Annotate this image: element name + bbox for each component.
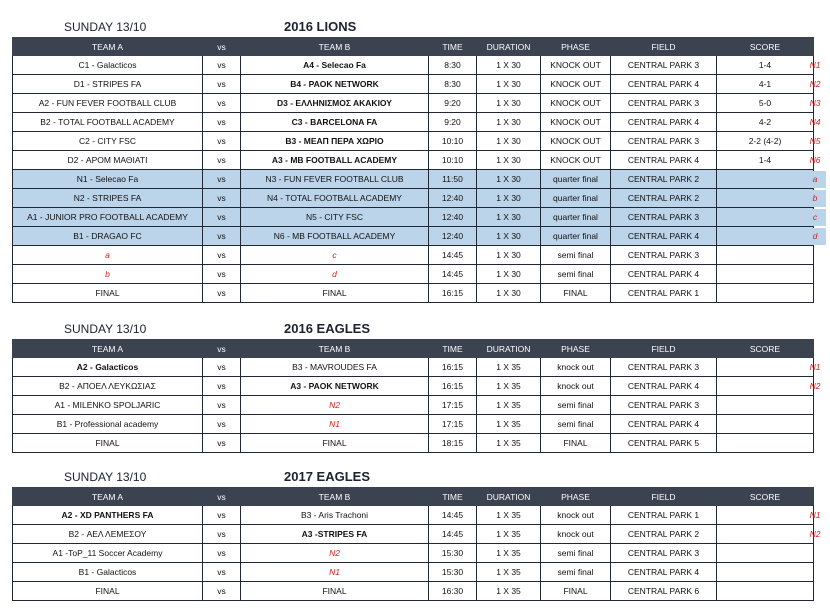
- cell-b: B3 - ΜΕΑΠ ΠΕΡΑ ΧΩΡΙΟ: [241, 132, 429, 151]
- cell-a: A1 - JUNIOR PRO FOOTBALL ACADEMY: [13, 208, 203, 227]
- cell-a: C1 - Galacticos: [13, 56, 203, 75]
- cell-a: b: [13, 265, 203, 284]
- row-note: N5: [809, 136, 821, 146]
- cell-time: 18:15: [429, 434, 477, 453]
- cell-dur: 1 X 30: [477, 94, 541, 113]
- cell-b: D3 - ΕΛΛΗΝΙΣΜΟΣ ΑΚΑΚΙΟΥ: [241, 94, 429, 113]
- cell-score: [717, 506, 814, 525]
- cell-time: 15:30: [429, 544, 477, 563]
- cell-dur: 1 X 30: [477, 265, 541, 284]
- table-row: [13, 189, 814, 208]
- table-row: [13, 151, 814, 170]
- cell-a: A2 - XD PANTHERS FA: [13, 506, 203, 525]
- cell-score: [717, 377, 814, 396]
- section-header: [0, 18, 830, 38]
- cell-time: 12:40: [429, 189, 477, 208]
- cell-a: D2 - ΑΡΟΜ ΜΑΘΙΑΤΙ: [13, 151, 203, 170]
- cell-vs: vs: [203, 94, 241, 113]
- cell-field: CENTRAL PARK 4: [611, 75, 717, 94]
- cell-a: B2 - ΑΕΛ ΛΕΜΕΣΟΥ: [13, 525, 203, 544]
- cell-field: CENTRAL PARK 2: [611, 525, 717, 544]
- table-row: [13, 265, 814, 284]
- section-header: [0, 468, 830, 488]
- cell-vs: vs: [203, 227, 241, 246]
- cell-phase: KNOCK OUT: [541, 56, 611, 75]
- cell-b: B3 - Aris Trachoni: [241, 506, 429, 525]
- cell-field: CENTRAL PARK 1: [611, 506, 717, 525]
- cell-field: CENTRAL PARK 1: [611, 284, 717, 303]
- cell-phase: FINAL: [541, 582, 611, 601]
- cell-vs: vs: [203, 246, 241, 265]
- cell-phase: semi final: [541, 396, 611, 415]
- cell-a: FINAL: [13, 582, 203, 601]
- row-note: N1: [809, 362, 821, 372]
- row-note: a: [804, 171, 826, 188]
- table-row: [13, 415, 814, 434]
- section-day: SUNDAY 13/10: [64, 20, 147, 34]
- cell-dur: 1 X 30: [477, 189, 541, 208]
- cell-phase: FINAL: [541, 284, 611, 303]
- table-row: [13, 75, 814, 94]
- cell-b: FINAL: [241, 434, 429, 453]
- table-header-row: [13, 38, 814, 56]
- schedule-section: [0, 320, 830, 448]
- cell-field: CENTRAL PARK 3: [611, 208, 717, 227]
- table-row: [13, 525, 814, 544]
- cell-time: 14:45: [429, 265, 477, 284]
- cell-a: N2 - STRIPES FA: [13, 189, 203, 208]
- cell-time: 14:45: [429, 525, 477, 544]
- cell-dur: 1 X 35: [477, 434, 541, 453]
- cell-a: FINAL: [13, 434, 203, 453]
- cell-b: C3 - BARCELONA FA: [241, 113, 429, 132]
- cell-phase: KNOCK OUT: [541, 151, 611, 170]
- cell-time: 15:30: [429, 563, 477, 582]
- cell-b: N6 - MB FOOTBALL ACADEMY: [241, 227, 429, 246]
- cell-a: D1 - STRIPES FA: [13, 75, 203, 94]
- row-note: N2: [809, 381, 821, 391]
- cell-score: [717, 358, 814, 377]
- cell-a: FINAL: [13, 284, 203, 303]
- cell-vs: vs: [203, 132, 241, 151]
- cell-vs: vs: [203, 56, 241, 75]
- table-row: [13, 94, 814, 113]
- column-header: PHASE: [541, 340, 611, 358]
- table-row: [13, 56, 814, 75]
- cell-field: CENTRAL PARK 3: [611, 396, 717, 415]
- cell-b: N4 - TOTAL FOOTBALL ACADEMY: [241, 189, 429, 208]
- cell-field: CENTRAL PARK 4: [611, 415, 717, 434]
- cell-time: 9:20: [429, 113, 477, 132]
- cell-dur: 1 X 35: [477, 377, 541, 396]
- cell-a: N1 - Selecao Fa: [13, 170, 203, 189]
- table-header-row: [13, 340, 814, 358]
- schedule-table: [12, 339, 814, 453]
- cell-score: 4-1: [717, 75, 814, 94]
- table-row: [13, 506, 814, 525]
- column-header: TEAM B: [241, 340, 429, 358]
- column-header: SCORE: [717, 38, 814, 56]
- table-row: [13, 434, 814, 453]
- cell-score: [717, 189, 814, 208]
- cell-score: [717, 563, 814, 582]
- cell-b: N1: [241, 415, 429, 434]
- cell-a: a: [13, 246, 203, 265]
- cell-field: CENTRAL PARK 3: [611, 246, 717, 265]
- schedule-section: [0, 468, 830, 596]
- column-header: TEAM B: [241, 38, 429, 56]
- cell-field: CENTRAL PARK 2: [611, 189, 717, 208]
- cell-time: 8:30: [429, 75, 477, 94]
- cell-a: C2 - CITY FSC: [13, 132, 203, 151]
- cell-b: A3 - PAOK NETWORK: [241, 377, 429, 396]
- table-row: [13, 246, 814, 265]
- row-note: N2: [809, 79, 821, 89]
- cell-a: A1 -ToP_11 Soccer Academy: [13, 544, 203, 563]
- table-header-row: [13, 488, 814, 506]
- section-title: 2017 EAGLES: [284, 469, 370, 484]
- cell-field: CENTRAL PARK 4: [611, 265, 717, 284]
- cell-phase: KNOCK OUT: [541, 94, 611, 113]
- cell-dur: 1 X 30: [477, 170, 541, 189]
- schedule-section: [0, 18, 830, 298]
- cell-time: 9:20: [429, 94, 477, 113]
- cell-field: CENTRAL PARK 4: [611, 377, 717, 396]
- cell-phase: quarter final: [541, 208, 611, 227]
- cell-vs: vs: [203, 189, 241, 208]
- schedule-table: [12, 37, 814, 303]
- cell-field: CENTRAL PARK 4: [611, 113, 717, 132]
- table-row: [13, 227, 814, 246]
- row-note: d: [804, 228, 826, 245]
- cell-score: [717, 415, 814, 434]
- cell-vs: vs: [203, 582, 241, 601]
- row-note: N2: [809, 529, 821, 539]
- column-header: TIME: [429, 488, 477, 506]
- cell-phase: semi final: [541, 415, 611, 434]
- cell-dur: 1 X 35: [477, 506, 541, 525]
- cell-score: 5-0: [717, 94, 814, 113]
- column-header: TEAM B: [241, 488, 429, 506]
- cell-b: B3 - MAVROUDES FA: [241, 358, 429, 377]
- cell-b: c: [241, 246, 429, 265]
- section-header: [0, 320, 830, 340]
- column-header: TEAM A: [13, 38, 203, 56]
- cell-time: 17:15: [429, 415, 477, 434]
- column-header: FIELD: [611, 488, 717, 506]
- column-header: DURATION: [477, 340, 541, 358]
- section-day: SUNDAY 13/10: [64, 470, 147, 484]
- cell-dur: 1 X 35: [477, 415, 541, 434]
- cell-a: B1 - DRAGAO FC: [13, 227, 203, 246]
- cell-phase: KNOCK OUT: [541, 75, 611, 94]
- cell-phase: quarter final: [541, 227, 611, 246]
- cell-vs: vs: [203, 208, 241, 227]
- cell-score: [717, 284, 814, 303]
- column-header: FIELD: [611, 38, 717, 56]
- cell-b: A3 - MB FOOTBALL ACADEMY: [241, 151, 429, 170]
- cell-time: 14:45: [429, 506, 477, 525]
- cell-score: [717, 544, 814, 563]
- cell-dur: 1 X 35: [477, 525, 541, 544]
- cell-score: [717, 170, 814, 189]
- cell-score: [717, 227, 814, 246]
- cell-a: B2 - ΑΠΟΕΛ ΛΕΥΚΩΣΙΑΣ: [13, 377, 203, 396]
- cell-b: FINAL: [241, 284, 429, 303]
- column-header: TIME: [429, 340, 477, 358]
- cell-b: N3 - FUN FEVER FOOTBALL CLUB: [241, 170, 429, 189]
- cell-phase: knock out: [541, 377, 611, 396]
- cell-time: 8:30: [429, 56, 477, 75]
- cell-dur: 1 X 30: [477, 75, 541, 94]
- cell-field: CENTRAL PARK 4: [611, 151, 717, 170]
- section-day: SUNDAY 13/10: [64, 322, 147, 336]
- column-header: TEAM A: [13, 340, 203, 358]
- cell-vs: vs: [203, 75, 241, 94]
- cell-b: N5 - CITY FSC: [241, 208, 429, 227]
- cell-dur: 1 X 30: [477, 227, 541, 246]
- column-header: vs: [203, 488, 241, 506]
- cell-score: [717, 582, 814, 601]
- cell-time: 10:10: [429, 132, 477, 151]
- cell-vs: vs: [203, 434, 241, 453]
- column-header: SCORE: [717, 340, 814, 358]
- row-note: b: [804, 190, 826, 207]
- cell-phase: knock out: [541, 506, 611, 525]
- cell-score: 4-2: [717, 113, 814, 132]
- cell-phase: semi final: [541, 265, 611, 284]
- cell-phase: FINAL: [541, 434, 611, 453]
- cell-a: B1 - Professional academy: [13, 415, 203, 434]
- cell-field: CENTRAL PARK 2: [611, 170, 717, 189]
- row-note: N4: [809, 117, 821, 127]
- column-header: DURATION: [477, 38, 541, 56]
- cell-score: [717, 246, 814, 265]
- cell-phase: semi final: [541, 246, 611, 265]
- table-row: [13, 582, 814, 601]
- cell-field: CENTRAL PARK 4: [611, 227, 717, 246]
- row-note: N3: [809, 98, 821, 108]
- cell-dur: 1 X 30: [477, 246, 541, 265]
- cell-phase: quarter final: [541, 189, 611, 208]
- cell-phase: semi final: [541, 563, 611, 582]
- cell-phase: knock out: [541, 358, 611, 377]
- cell-b: A3 -STRIPES FA: [241, 525, 429, 544]
- cell-dur: 1 X 35: [477, 358, 541, 377]
- column-header: TIME: [429, 38, 477, 56]
- cell-field: CENTRAL PARK 3: [611, 94, 717, 113]
- cell-vs: vs: [203, 358, 241, 377]
- column-header: PHASE: [541, 488, 611, 506]
- column-header: vs: [203, 340, 241, 358]
- cell-time: 10:10: [429, 151, 477, 170]
- column-header: PHASE: [541, 38, 611, 56]
- cell-dur: 1 X 30: [477, 56, 541, 75]
- cell-score: [717, 396, 814, 415]
- column-header: DURATION: [477, 488, 541, 506]
- cell-field: CENTRAL PARK 4: [611, 563, 717, 582]
- table-row: [13, 358, 814, 377]
- cell-vs: vs: [203, 563, 241, 582]
- cell-time: 12:40: [429, 208, 477, 227]
- cell-dur: 1 X 30: [477, 151, 541, 170]
- cell-score: [717, 434, 814, 453]
- table-row: [13, 113, 814, 132]
- cell-vs: vs: [203, 377, 241, 396]
- table-row: [13, 563, 814, 582]
- cell-dur: 1 X 30: [477, 284, 541, 303]
- table-row: [13, 170, 814, 189]
- section-title: 2016 EAGLES: [284, 321, 370, 336]
- cell-score: [717, 208, 814, 227]
- cell-time: 12:40: [429, 227, 477, 246]
- column-header: vs: [203, 38, 241, 56]
- cell-time: 16:15: [429, 377, 477, 396]
- cell-dur: 1 X 30: [477, 113, 541, 132]
- cell-b: N2: [241, 544, 429, 563]
- table-row: [13, 284, 814, 303]
- table-row: [13, 132, 814, 151]
- table-row: [13, 544, 814, 563]
- cell-vs: vs: [203, 396, 241, 415]
- cell-time: 16:15: [429, 358, 477, 377]
- cell-a: A2 - Galacticos: [13, 358, 203, 377]
- cell-score: 1-4: [717, 56, 814, 75]
- cell-score: 2-2 (4-2): [717, 132, 814, 151]
- cell-phase: quarter final: [541, 170, 611, 189]
- section-title: 2016 LIONS: [284, 19, 357, 34]
- cell-dur: 1 X 35: [477, 396, 541, 415]
- column-header: TEAM A: [13, 488, 203, 506]
- cell-vs: vs: [203, 151, 241, 170]
- cell-dur: 1 X 35: [477, 544, 541, 563]
- row-note: N1: [809, 60, 821, 70]
- cell-a: B1 - Galacticos: [13, 563, 203, 582]
- cell-vs: vs: [203, 525, 241, 544]
- cell-b: FINAL: [241, 582, 429, 601]
- cell-score: [717, 525, 814, 544]
- cell-phase: knock out: [541, 525, 611, 544]
- cell-a: B2 - TOTAL FOOTBALL ACADEMY: [13, 113, 203, 132]
- cell-field: CENTRAL PARK 3: [611, 132, 717, 151]
- cell-a: A2 - FUN FEVER FOOTBALL CLUB: [13, 94, 203, 113]
- cell-dur: 1 X 30: [477, 208, 541, 227]
- cell-field: CENTRAL PARK 3: [611, 544, 717, 563]
- cell-vs: vs: [203, 265, 241, 284]
- cell-b: N1: [241, 563, 429, 582]
- row-note: c: [804, 209, 826, 226]
- cell-phase: semi final: [541, 544, 611, 563]
- cell-vs: vs: [203, 415, 241, 434]
- cell-dur: 1 X 35: [477, 582, 541, 601]
- row-note: N6: [809, 155, 821, 165]
- cell-time: 16:30: [429, 582, 477, 601]
- cell-a: A1 - MILENKO SPOLJARIC: [13, 396, 203, 415]
- table-row: [13, 377, 814, 396]
- cell-time: 11:50: [429, 170, 477, 189]
- cell-time: 14:45: [429, 246, 477, 265]
- cell-phase: KNOCK OUT: [541, 113, 611, 132]
- cell-score: 1-4: [717, 151, 814, 170]
- cell-field: CENTRAL PARK 5: [611, 434, 717, 453]
- cell-vs: vs: [203, 544, 241, 563]
- table-row: [13, 396, 814, 415]
- cell-b: B4 - PAOK NETWORK: [241, 75, 429, 94]
- cell-vs: vs: [203, 506, 241, 525]
- cell-field: CENTRAL PARK 6: [611, 582, 717, 601]
- cell-score: [717, 265, 814, 284]
- cell-dur: 1 X 30: [477, 132, 541, 151]
- column-header: SCORE: [717, 488, 814, 506]
- cell-time: 17:15: [429, 396, 477, 415]
- cell-dur: 1 X 35: [477, 563, 541, 582]
- cell-b: d: [241, 265, 429, 284]
- schedule-table: [12, 487, 814, 601]
- cell-vs: vs: [203, 113, 241, 132]
- table-row: [13, 208, 814, 227]
- cell-vs: vs: [203, 284, 241, 303]
- cell-b: A4 - Selecao Fa: [241, 56, 429, 75]
- column-header: FIELD: [611, 340, 717, 358]
- cell-b: N2: [241, 396, 429, 415]
- cell-vs: vs: [203, 170, 241, 189]
- cell-time: 16:15: [429, 284, 477, 303]
- cell-field: CENTRAL PARK 3: [611, 56, 717, 75]
- row-note: N1: [809, 510, 821, 520]
- cell-phase: KNOCK OUT: [541, 132, 611, 151]
- cell-field: CENTRAL PARK 3: [611, 358, 717, 377]
